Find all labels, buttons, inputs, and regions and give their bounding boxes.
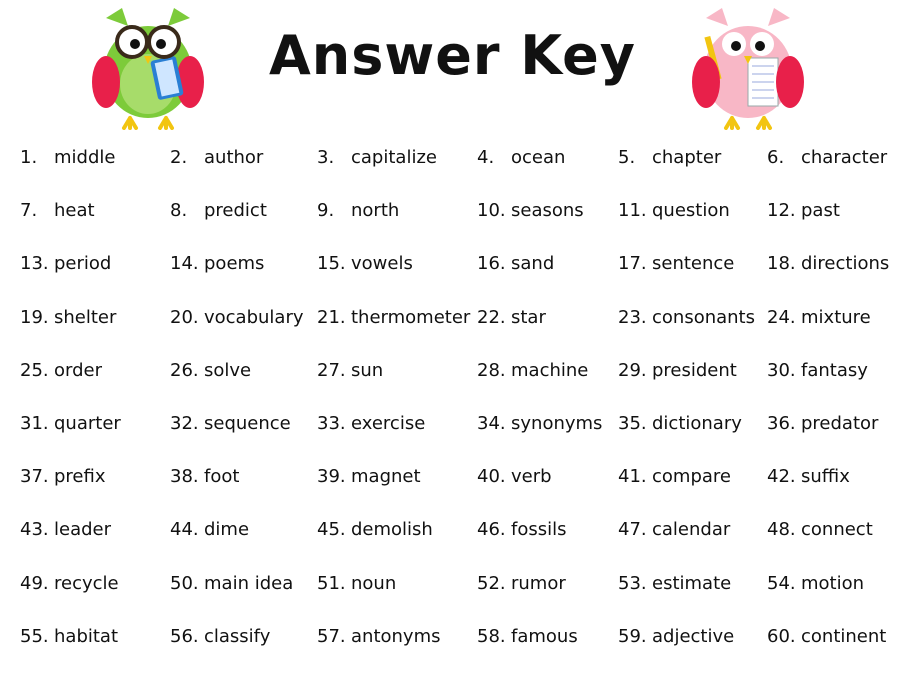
answer-number: 36.: [767, 413, 796, 434]
answer-number: 11.: [618, 200, 647, 221]
answer-number: 38.: [170, 466, 199, 487]
answer-item: [20, 360, 102, 382]
answer-number: 2.: [170, 147, 188, 168]
answer-item: [317, 360, 383, 382]
answer-item: [767, 626, 886, 648]
answer-item: [170, 573, 293, 595]
answer-number: 41.: [618, 466, 647, 487]
answer-number: 51.: [317, 573, 346, 594]
answer-word: adjective: [652, 626, 735, 647]
answer-word: classify: [204, 626, 271, 647]
answer-item: [170, 413, 291, 435]
answer-number: 44.: [170, 519, 199, 540]
answer-word: magnet: [351, 466, 421, 487]
answer-word: machine: [511, 360, 589, 381]
answer-word: dime: [204, 519, 250, 540]
answer-number: 1.: [20, 147, 38, 168]
answer-item: [477, 307, 546, 329]
answer-word: middle: [54, 147, 116, 168]
answer-number: 34.: [477, 413, 506, 434]
answer-word: dictionary: [652, 413, 742, 434]
answer-word: vowels: [351, 253, 413, 274]
answer-word: order: [54, 360, 102, 381]
answer-item: [618, 200, 730, 222]
answer-item: [317, 519, 433, 541]
answer-item: [317, 413, 425, 435]
answer-word: thermometer: [351, 307, 471, 328]
answer-item: [618, 573, 731, 595]
answer-number: 7.: [20, 200, 38, 221]
answer-number: 21.: [317, 307, 346, 328]
answer-number: 6.: [767, 147, 785, 168]
answer-item: [20, 519, 111, 541]
answer-word: vocabulary: [204, 307, 304, 328]
answer-item: [477, 360, 588, 382]
answer-item: [20, 466, 106, 488]
answer-number: 35.: [618, 413, 647, 434]
answer-word: heat: [54, 200, 95, 221]
answer-word: fossils: [511, 519, 567, 540]
answer-number: 45.: [317, 519, 346, 540]
answer-item: [618, 360, 737, 382]
answer-number: 10.: [477, 200, 506, 221]
answer-word: consonants: [652, 307, 755, 328]
answer-number: 13.: [20, 253, 49, 274]
answer-word: shelter: [54, 307, 117, 328]
answer-item: [767, 253, 889, 275]
answer-number: 43.: [20, 519, 49, 540]
answer-number: 12.: [767, 200, 796, 221]
answer-word: fantasy: [801, 360, 868, 381]
answer-item: [618, 253, 734, 275]
answer-word: poems: [204, 253, 265, 274]
answer-word: synonyms: [511, 413, 603, 434]
answer-number: 58.: [477, 626, 506, 647]
answer-item: [20, 147, 115, 169]
answer-item: [20, 413, 121, 435]
answer-number: 33.: [317, 413, 346, 434]
answer-number: 40.: [477, 466, 506, 487]
answer-item: [317, 307, 470, 329]
answer-number: 20.: [170, 307, 199, 328]
answer-word: predator: [801, 413, 879, 434]
answer-item: [20, 200, 95, 222]
answer-number: 23.: [618, 307, 647, 328]
answer-item: [477, 626, 578, 648]
answer-word: sequence: [204, 413, 291, 434]
answer-number: 37.: [20, 466, 49, 487]
answer-number: 17.: [618, 253, 647, 274]
answer-number: 3.: [317, 147, 335, 168]
answer-number: 55.: [20, 626, 49, 647]
answer-item: [618, 307, 755, 329]
answer-word: star: [511, 307, 546, 328]
answer-word: chapter: [652, 147, 722, 168]
answer-number: 27.: [317, 360, 346, 381]
answer-item: [170, 307, 304, 329]
answer-number: 52.: [477, 573, 506, 594]
answer-item: [477, 519, 567, 541]
answer-number: 56.: [170, 626, 199, 647]
answer-word: noun: [351, 573, 397, 594]
answer-number: 4.: [477, 147, 495, 168]
answer-number: 31.: [20, 413, 49, 434]
answer-word: president: [652, 360, 737, 381]
answer-number: 46.: [477, 519, 506, 540]
answer-item: [170, 466, 239, 488]
answer-word: predict: [204, 200, 267, 221]
answer-word: foot: [204, 466, 240, 487]
answer-item: [767, 519, 873, 541]
answer-item: [170, 626, 270, 648]
answer-word: verb: [511, 466, 552, 487]
answer-number: 14.: [170, 253, 199, 274]
answer-item: [317, 253, 413, 275]
answer-item: [618, 413, 742, 435]
answer-number: 32.: [170, 413, 199, 434]
answer-word: habitat: [54, 626, 119, 647]
answer-number: 5.: [618, 147, 636, 168]
answer-word: capitalize: [351, 147, 437, 168]
answer-number: 15.: [317, 253, 346, 274]
answer-word: mixture: [801, 307, 871, 328]
answer-number: 30.: [767, 360, 796, 381]
answer-word: leader: [54, 519, 112, 540]
answer-word: question: [652, 200, 730, 221]
answer-word: compare: [652, 466, 731, 487]
answer-word: sun: [351, 360, 384, 381]
answer-word: sentence: [652, 253, 735, 274]
answer-word: directions: [801, 253, 890, 274]
answer-word: seasons: [511, 200, 584, 221]
answer-word: exercise: [351, 413, 426, 434]
answer-number: 42.: [767, 466, 796, 487]
answer-number: 9.: [317, 200, 335, 221]
answer-item: [477, 253, 554, 275]
answer-word: prefix: [54, 466, 106, 487]
answer-word: sand: [511, 253, 555, 274]
answer-word: connect: [801, 519, 873, 540]
answer-word: famous: [511, 626, 578, 647]
answer-item: [477, 466, 552, 488]
answer-item: [170, 200, 267, 222]
answer-item: [767, 573, 864, 595]
answer-number: 22.: [477, 307, 506, 328]
answer-word: demolish: [351, 519, 433, 540]
answer-word: suffix: [801, 466, 850, 487]
answer-number: 59.: [618, 626, 647, 647]
answer-item: [317, 626, 440, 648]
answer-item: [317, 147, 437, 169]
answer-word: main idea: [204, 573, 294, 594]
answer-word: estimate: [652, 573, 732, 594]
answer-word: character: [801, 147, 888, 168]
answer-word: solve: [204, 360, 252, 381]
answer-word: quarter: [54, 413, 121, 434]
answer-item: [618, 466, 731, 488]
answer-number: 19.: [20, 307, 49, 328]
answer-item: [170, 253, 264, 275]
answer-item: [477, 147, 565, 169]
answer-word: north: [351, 200, 400, 221]
answer-item: [767, 413, 878, 435]
answer-item: [317, 466, 421, 488]
answer-number: 60.: [767, 626, 796, 647]
answer-number: 50.: [170, 573, 199, 594]
answer-number: 48.: [767, 519, 796, 540]
answer-item: [477, 573, 566, 595]
answer-item: [477, 413, 602, 435]
answer-number: 54.: [767, 573, 796, 594]
answer-number: 47.: [618, 519, 647, 540]
answer-item: [618, 147, 721, 169]
answer-item: [477, 200, 584, 222]
answer-word: period: [54, 253, 112, 274]
answer-number: 29.: [618, 360, 647, 381]
answer-item: [618, 519, 730, 541]
answer-item: [767, 147, 887, 169]
answer-item: [20, 626, 118, 648]
answer-item: [20, 573, 119, 595]
answer-word: calendar: [652, 519, 731, 540]
answer-number: 28.: [477, 360, 506, 381]
answer-item: [618, 626, 734, 648]
page-title: Answer Key: [268, 24, 637, 87]
answer-item: [170, 360, 251, 382]
answer-item: [767, 466, 850, 488]
answer-word: continent: [801, 626, 887, 647]
answer-item: [170, 147, 263, 169]
answer-number: 49.: [20, 573, 49, 594]
answer-number: 8.: [170, 200, 188, 221]
answer-word: antonyms: [351, 626, 441, 647]
answer-number: 57.: [317, 626, 346, 647]
answer-word: motion: [801, 573, 865, 594]
answer-item: [767, 307, 871, 329]
answer-word: rumor: [511, 573, 566, 594]
answer-number: 18.: [767, 253, 796, 274]
answer-number: 26.: [170, 360, 199, 381]
answer-item: [767, 360, 868, 382]
answer-word: author: [204, 147, 264, 168]
answer-number: 16.: [477, 253, 506, 274]
answer-item: [317, 573, 396, 595]
answer-word: past: [801, 200, 840, 221]
answer-number: 39.: [317, 466, 346, 487]
answer-number: 24.: [767, 307, 796, 328]
answer-number: 53.: [618, 573, 647, 594]
answer-item: [170, 519, 249, 541]
answer-number: 25.: [20, 360, 49, 381]
answer-word: recycle: [54, 573, 119, 594]
answer-word: ocean: [511, 147, 566, 168]
answer-item: [20, 307, 116, 329]
answer-item: [317, 200, 399, 222]
answer-item: [20, 253, 111, 275]
answer-item: [767, 200, 840, 222]
